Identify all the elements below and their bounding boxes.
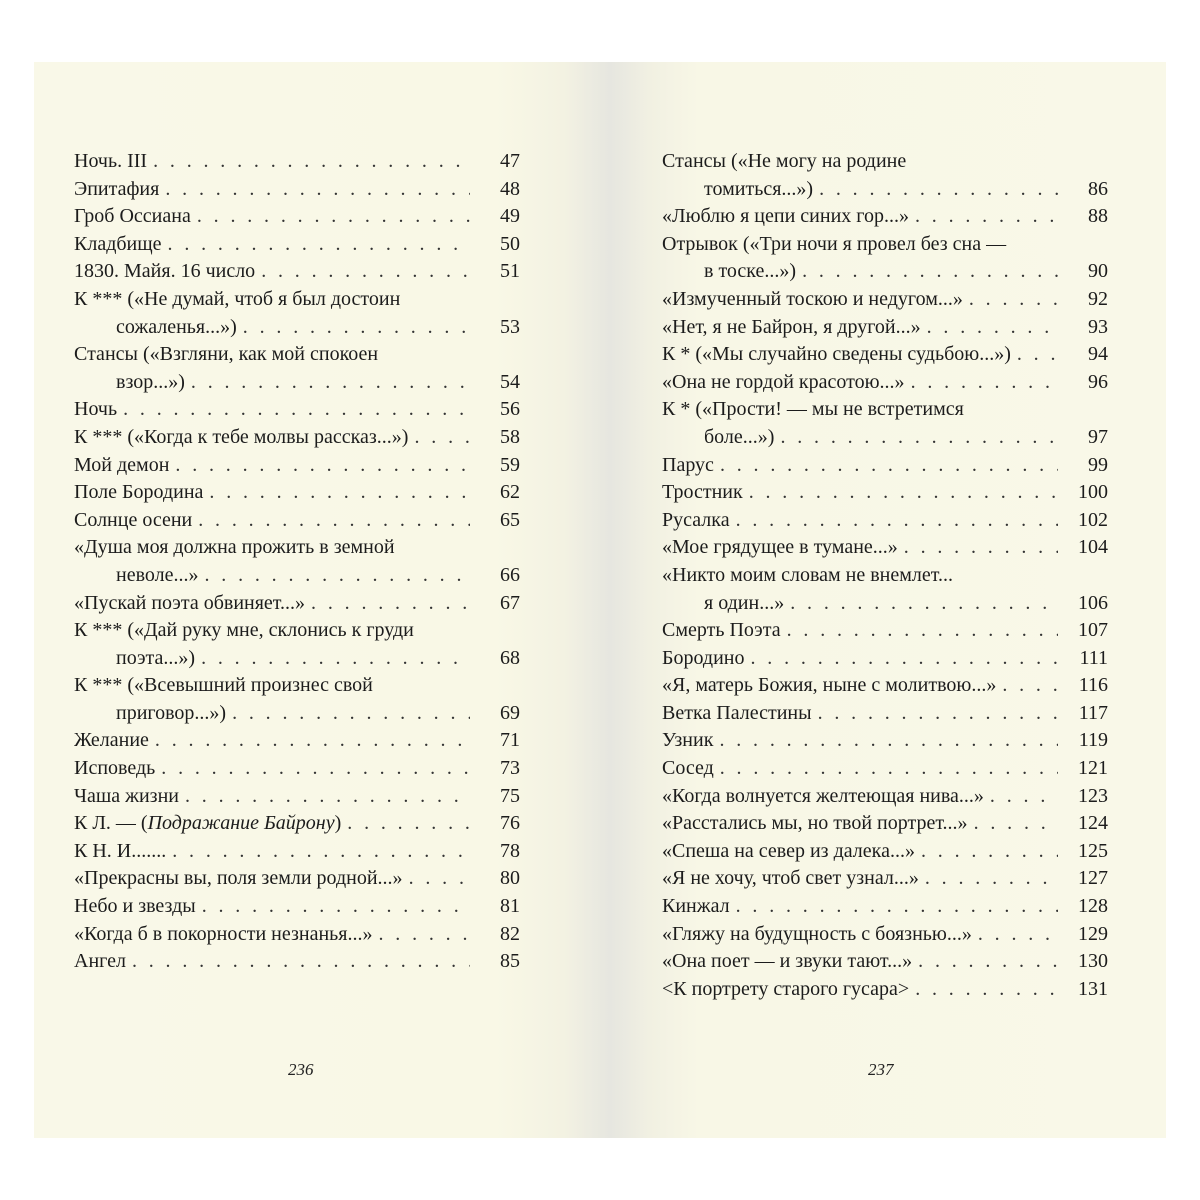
toc-entry <box>662 534 1108 562</box>
dot-leader <box>720 755 1058 783</box>
dot-leader <box>172 838 470 866</box>
dot-leader <box>927 314 1058 342</box>
toc-entry-line <box>74 479 520 507</box>
toc-entry-title: «Никто моим словам не внемлет... <box>662 563 954 586</box>
toc-entry-title: «Я, матерь Божия, ныне с молитвою...» <box>662 674 997 697</box>
toc-entry-title: Солнце осени <box>74 508 193 531</box>
toc-entry-line <box>74 590 520 618</box>
toc-entry-line <box>662 286 1108 314</box>
page-number-right: 237 <box>868 1060 894 1079</box>
toc-page-number: 100 <box>1078 481 1108 504</box>
toc-page-number: 131 <box>1078 977 1108 1000</box>
page-number-left: 236 <box>288 1060 314 1079</box>
toc-entry <box>662 783 1108 811</box>
dot-leader <box>974 810 1058 838</box>
toc-entry <box>662 645 1108 673</box>
toc-entry-title: неволе...» <box>116 563 199 586</box>
toc-entry-title: Желание <box>74 729 149 752</box>
toc-entry-line <box>662 231 1108 259</box>
toc-list-right <box>662 148 1108 1003</box>
dot-leader <box>915 203 1058 231</box>
toc-entry-title: Русалка <box>662 508 730 531</box>
toc-page-number: 59 <box>500 453 520 476</box>
toc-entry <box>74 534 520 589</box>
toc-entry <box>662 452 1108 480</box>
toc-entry-line <box>74 838 520 866</box>
dot-leader <box>197 203 470 231</box>
toc-entry <box>74 893 520 921</box>
toc-page-number: 62 <box>500 481 520 504</box>
toc-entry-title: «Когда б в покорности незнанья...» <box>74 922 373 945</box>
toc-page-number: 80 <box>500 867 520 890</box>
toc-entry-title: Ветка Палестины <box>662 701 812 724</box>
toc-entry-title: Кинжал <box>662 895 730 918</box>
toc-entry-line <box>74 562 520 590</box>
dot-leader <box>819 176 1058 204</box>
toc-entry-title: приговор...») <box>116 701 227 724</box>
toc-entry <box>74 231 520 259</box>
toc-entry <box>74 838 520 866</box>
toc-page-number: 117 <box>1078 701 1108 724</box>
toc-entry-line <box>662 369 1108 397</box>
toc-page-number: 124 <box>1078 812 1108 835</box>
toc-entry <box>662 203 1108 231</box>
toc-page-number: 128 <box>1078 895 1108 918</box>
toc-entry <box>74 590 520 618</box>
toc-entry <box>74 865 520 893</box>
toc-page-number: 71 <box>500 729 520 752</box>
toc-entry-title: «Она не гордой красотою...» <box>662 370 905 393</box>
toc-page-number: 81 <box>500 895 520 918</box>
toc-page-number: 51 <box>500 260 520 283</box>
toc-entry-line <box>662 700 1108 728</box>
dot-leader <box>132 948 470 976</box>
toc-entry-title: Исповедь <box>74 757 156 780</box>
dot-leader <box>969 286 1058 314</box>
dot-leader <box>720 452 1058 480</box>
toc-entry <box>74 203 520 231</box>
toc-entry-line <box>662 452 1108 480</box>
toc-entry-title: «Душа моя должна прожить в земной <box>74 536 395 559</box>
toc-entry-line <box>662 507 1108 535</box>
toc-entry-title: «Я не хочу, чтоб свет узнал...» <box>662 867 919 890</box>
dot-leader <box>1017 341 1058 369</box>
toc-entry <box>662 507 1108 535</box>
toc-entry-title: Мой демон <box>74 453 170 476</box>
toc-entry-title: «Мое грядущее в тумане...» <box>662 536 898 559</box>
toc-entry-title: «Когда волнуется желтеющая нива...» <box>662 784 984 807</box>
toc-entry-title: томиться...») <box>704 177 814 200</box>
toc-list-left <box>74 148 520 976</box>
dot-leader <box>191 369 470 397</box>
toc-entry-title: в тоске...») <box>704 260 797 283</box>
toc-entry-title-italic: Подражание Байрону <box>147 812 335 835</box>
dot-leader <box>915 976 1058 1004</box>
dot-leader <box>409 865 470 893</box>
toc-page-number: 76 <box>500 812 520 835</box>
toc-entry-title: «Прекрасны вы, поля земли родной...» <box>74 867 403 890</box>
toc-page-number: 97 <box>1088 425 1108 448</box>
toc-page-number: 66 <box>500 563 520 586</box>
toc-entry-title: взор...») <box>116 370 185 393</box>
toc-entry-title: поэта...») <box>116 646 196 669</box>
toc-entry-title: «Гляжу на будущность с боязнью...» <box>662 922 972 945</box>
dot-leader <box>232 700 470 728</box>
toc-entry-title: К * («Прости! — мы не встретимся <box>662 398 964 421</box>
toc-entry-title: К *** («Дай руку мне, склонись к груди <box>74 619 414 642</box>
book-spread <box>34 62 1166 1138</box>
toc-page-number: 88 <box>1088 205 1108 228</box>
toc-page-number: 111 <box>1079 646 1108 669</box>
toc-entry-line <box>74 755 520 783</box>
toc-entry <box>662 617 1108 645</box>
toc-entry <box>74 672 520 727</box>
dot-leader <box>155 727 470 755</box>
toc-entry <box>662 672 1108 700</box>
toc-entry-line <box>662 727 1108 755</box>
toc-entry-title: Смерть Поэта <box>662 619 781 642</box>
toc-page-number: 56 <box>500 398 520 421</box>
toc-page-number: 121 <box>1078 757 1108 780</box>
toc-entry-line <box>74 783 520 811</box>
toc-entry <box>74 341 520 396</box>
toc-entry-line <box>74 231 520 259</box>
toc-page-number: 96 <box>1088 370 1108 393</box>
toc-page-number: 86 <box>1088 177 1108 200</box>
toc-entry-title: Сосед <box>662 757 714 780</box>
toc-entry <box>74 727 520 755</box>
toc-page-number: 75 <box>500 784 520 807</box>
toc-entry <box>662 231 1108 286</box>
toc-entry-title: Отрывок («Три ночи я провел без сна — <box>662 232 1007 255</box>
toc-page-number: 93 <box>1088 315 1108 338</box>
toc-entry-title: Чаша жизни <box>74 784 179 807</box>
toc-entry-title: «Она поет — и звуки тают...» <box>662 950 913 973</box>
toc-entry <box>662 921 1108 949</box>
toc-entry <box>74 424 520 452</box>
toc-entry-title: К Л. — ( <box>74 812 148 835</box>
toc-page-number: 65 <box>500 508 520 531</box>
toc-page-number: 69 <box>500 701 520 724</box>
toc-entry <box>662 727 1108 755</box>
toc-entry-line <box>662 479 1108 507</box>
toc-entry <box>662 976 1108 1004</box>
toc-page-number: 82 <box>500 922 520 945</box>
toc-page-number: 129 <box>1078 922 1108 945</box>
toc-page-number: 107 <box>1078 619 1108 642</box>
dot-leader <box>378 921 470 949</box>
toc-page-number: 47 <box>500 150 520 172</box>
toc-page-number: 78 <box>500 839 520 862</box>
toc-entry-line <box>74 314 520 342</box>
toc-entry-line <box>662 645 1108 673</box>
toc-entry-title: Стансы («Взгляни, как мой спокоен <box>74 343 379 366</box>
dot-leader <box>918 948 1058 976</box>
toc-entry-line <box>662 148 1108 176</box>
toc-entry-line <box>662 341 1108 369</box>
dot-leader <box>921 838 1058 866</box>
toc-entry-line <box>74 727 520 755</box>
toc-entry-title: Стансы («Не могу на родине <box>662 150 907 172</box>
dot-leader <box>168 231 470 259</box>
toc-entry-title: «Спеша на север из далека...» <box>662 839 915 862</box>
toc-entry-title: Гроб Оссиана <box>74 205 191 228</box>
toc-page-number: 92 <box>1088 287 1108 310</box>
toc-entry-title: Поле Бородина <box>74 481 204 504</box>
toc-entry-title: Небо и звезды <box>74 895 196 918</box>
dot-leader <box>123 396 470 424</box>
toc-page-number: 94 <box>1088 343 1108 366</box>
toc-entry-title: «Измученный тоскою и недугом...» <box>662 287 963 310</box>
dot-leader <box>347 810 470 838</box>
toc-entry-line <box>662 976 1108 1004</box>
toc-entry <box>662 479 1108 507</box>
dot-leader <box>911 369 1058 397</box>
toc-entry-title: К *** («Когда к тебе молвы рассказ...») <box>74 425 409 448</box>
toc-entry-line <box>74 948 520 976</box>
toc-entry-line <box>74 534 520 562</box>
toc-entry-line <box>662 203 1108 231</box>
toc-entry <box>74 176 520 204</box>
toc-entry-title: Тростник <box>662 481 743 504</box>
toc-page-number: 50 <box>500 232 520 255</box>
toc-entry-title: 1830. Майя. 16 число <box>74 260 256 283</box>
toc-entry-line <box>74 893 520 921</box>
toc-entry <box>662 810 1108 838</box>
toc-entry <box>74 948 520 976</box>
toc-entry-title: я один...» <box>704 591 785 614</box>
toc-entry-title: боле...») <box>704 425 775 448</box>
toc-entry <box>74 396 520 424</box>
toc-entry-title: Парус <box>662 453 714 476</box>
dot-leader <box>904 534 1058 562</box>
toc-entry-line <box>74 617 520 645</box>
toc-entry-line <box>74 148 520 176</box>
toc-entry-line <box>662 176 1108 204</box>
toc-entry-line <box>662 396 1108 424</box>
toc-entry-title: Узник <box>662 729 714 752</box>
toc-page-number: 53 <box>500 315 520 338</box>
toc-entry-title: Эпитафия <box>74 177 160 200</box>
toc-page-number: 99 <box>1088 453 1108 476</box>
toc-page-number: 49 <box>500 205 520 228</box>
toc-entry-line <box>74 921 520 949</box>
toc-page-number: 116 <box>1078 674 1108 697</box>
dot-leader <box>751 645 1059 673</box>
toc-page-number: 127 <box>1078 867 1108 890</box>
toc-entry <box>662 314 1108 342</box>
toc-entry-line <box>74 452 520 480</box>
toc-page-number: 68 <box>500 646 520 669</box>
toc-entry <box>74 452 520 480</box>
toc-entry-line <box>662 838 1108 866</box>
dot-leader <box>990 783 1058 811</box>
toc-entry-line <box>662 893 1108 921</box>
toc-entry <box>74 617 520 672</box>
right-page <box>610 62 1166 1138</box>
dot-leader <box>414 424 470 452</box>
toc-entry-line <box>74 810 520 838</box>
dot-leader <box>261 258 470 286</box>
toc-entry-line <box>662 921 1108 949</box>
toc-page-number: 106 <box>1078 591 1108 614</box>
toc-entry-line <box>74 672 520 700</box>
dot-leader <box>161 755 470 783</box>
toc-entry <box>74 479 520 507</box>
toc-entry-title: Ночь <box>74 398 118 421</box>
toc-entry-title-suffix: ) <box>334 812 342 835</box>
toc-entry-line <box>662 672 1108 700</box>
toc-entry <box>74 921 520 949</box>
toc-page-number: 48 <box>500 177 520 200</box>
toc-entry-line <box>74 341 520 369</box>
dot-leader <box>787 617 1058 645</box>
toc-entry-line <box>74 203 520 231</box>
toc-page-number: 54 <box>500 370 520 393</box>
toc-entry-title: «Люблю я цепи синих гор...» <box>662 205 909 228</box>
dot-leader <box>790 590 1058 618</box>
toc-entry-title: К *** («Всевышний произнес свой <box>74 674 373 697</box>
dot-leader <box>978 921 1058 949</box>
toc-entry-line <box>662 755 1108 783</box>
dot-leader <box>201 645 470 673</box>
dot-leader <box>209 479 470 507</box>
dot-leader <box>719 727 1058 755</box>
toc-entry <box>662 700 1108 728</box>
toc-entry-line <box>662 617 1108 645</box>
toc-entry-title: сожаленья...») <box>116 315 237 338</box>
toc-entry-line <box>662 810 1108 838</box>
dot-leader <box>925 865 1058 893</box>
toc-entry <box>662 893 1108 921</box>
toc-entry-line <box>74 507 520 535</box>
toc-entry <box>74 258 520 286</box>
toc-page-number: 73 <box>500 757 520 780</box>
toc-entry-line <box>74 424 520 452</box>
toc-entry-title: К Н. И....... <box>74 839 167 862</box>
toc-entry <box>662 865 1108 893</box>
toc-entry-title: Ангел <box>74 950 126 973</box>
toc-entry-line <box>662 534 1108 562</box>
dot-leader <box>175 452 470 480</box>
toc-page-number: 123 <box>1078 784 1108 807</box>
toc-entry <box>662 838 1108 866</box>
dot-leader <box>198 507 470 535</box>
dot-leader <box>1002 672 1058 700</box>
toc-entry-title: «Расстались мы, но твой портрет...» <box>662 812 968 835</box>
toc-entry-line <box>662 562 1108 590</box>
dot-leader <box>311 590 470 618</box>
toc-entry <box>662 562 1108 617</box>
toc-entry-title: Бородино <box>662 646 745 669</box>
toc-entry-title: «Пускай поэта обвиняет...» <box>74 591 306 614</box>
toc-entry <box>662 396 1108 451</box>
toc-entry-line <box>74 396 520 424</box>
toc-entry-line <box>74 369 520 397</box>
toc-entry <box>74 507 520 535</box>
toc-entry-line <box>74 700 520 728</box>
toc-entry-title: <К портрету старого гусара> <box>662 977 910 1000</box>
toc-entry-title: «Нет, я не Байрон, я другой...» <box>662 315 921 338</box>
toc-entry-line <box>662 258 1108 286</box>
toc-entry-line <box>74 176 520 204</box>
toc-page-number: 104 <box>1078 536 1108 559</box>
toc-entry <box>74 810 520 838</box>
toc-page-number: 67 <box>500 591 520 614</box>
toc-page-number: 90 <box>1088 260 1108 283</box>
toc-entry-line <box>74 865 520 893</box>
dot-leader <box>204 562 470 590</box>
toc-entry <box>662 948 1108 976</box>
dot-leader <box>749 479 1058 507</box>
toc-entry-title: К *** («Не думай, чтоб я был достоин <box>74 287 401 310</box>
dot-leader <box>165 176 470 204</box>
toc-entry-line <box>74 645 520 673</box>
toc-entry <box>662 755 1108 783</box>
toc-entry-title: К * («Мы случайно сведены судьбою...») <box>662 343 1011 366</box>
toc-entry-line <box>74 286 520 314</box>
toc-entry <box>74 148 520 176</box>
toc-entry <box>662 341 1108 369</box>
toc-entry-title: Кладбище <box>74 232 162 255</box>
toc-page-number: 85 <box>500 950 520 973</box>
toc-entry <box>74 783 520 811</box>
toc-entry-title: Ночь. III <box>74 150 148 172</box>
dot-leader <box>243 314 470 342</box>
toc-entry <box>74 286 520 341</box>
toc-entry-line <box>662 590 1108 618</box>
dot-leader <box>818 700 1058 728</box>
dot-leader <box>802 258 1058 286</box>
toc-page-number: 130 <box>1078 950 1108 973</box>
toc-entry-line <box>662 424 1108 452</box>
toc-entry <box>74 755 520 783</box>
toc-page-number: 102 <box>1078 508 1108 531</box>
toc-entry <box>662 148 1108 203</box>
toc-entry-line <box>662 948 1108 976</box>
toc-entry-line <box>662 865 1108 893</box>
dot-leader <box>780 424 1058 452</box>
toc-entry <box>662 369 1108 397</box>
left-page <box>34 62 610 1138</box>
toc-page-number: 58 <box>500 425 520 448</box>
dot-leader <box>202 893 470 921</box>
dot-leader <box>736 893 1058 921</box>
dot-leader <box>185 783 470 811</box>
toc-entry-line <box>662 314 1108 342</box>
dot-leader <box>736 507 1058 535</box>
dot-leader <box>153 148 470 176</box>
toc-page-number: 125 <box>1078 839 1108 862</box>
toc-page-number: 119 <box>1078 729 1108 752</box>
toc-entry-line <box>74 258 520 286</box>
toc-entry <box>662 286 1108 314</box>
toc-entry-line <box>662 783 1108 811</box>
